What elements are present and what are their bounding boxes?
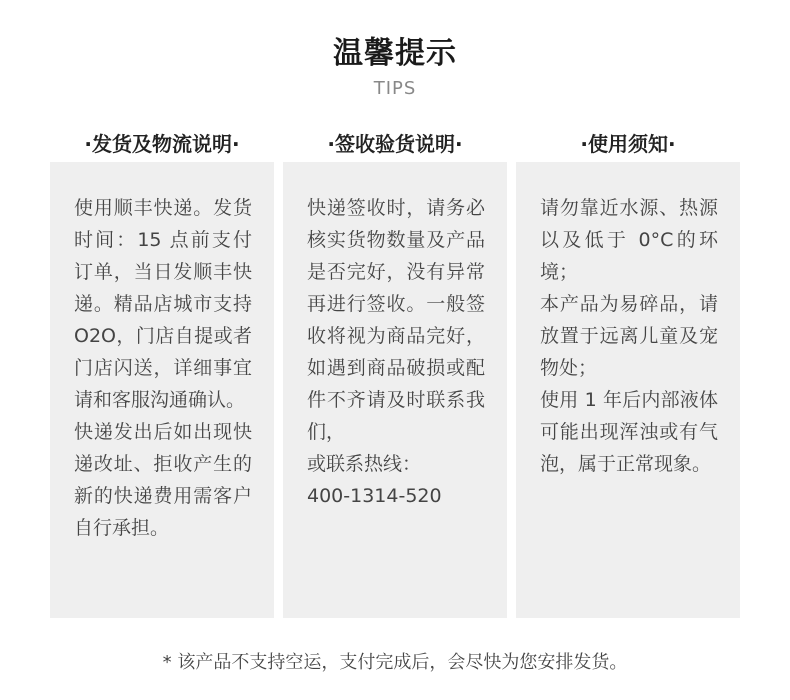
hotline-number: 400-1314-520 xyxy=(307,485,442,507)
receipt-inspection-text xyxy=(307,192,485,512)
usage-paragraph: 本产品为易碎品，请放置于远离儿童及宠物处； xyxy=(540,293,718,379)
usage-notes-panel xyxy=(516,162,740,618)
shipping-logistics-text xyxy=(74,192,252,544)
shipping-logistics-panel xyxy=(50,162,274,618)
receipt-inspection-panel xyxy=(283,162,507,618)
usage-notes-text xyxy=(540,192,718,480)
shipping-paragraph: 使用顺丰快递。发货时间：15 点前支付订单，当日发顺丰快递。精品店城市支持 O2O，门店自提或者门店闪送，详细事宜请和客服沟通确认。 xyxy=(74,197,252,411)
shipping-paragraph: 快递发出后如出现快递改址、拒收产生的新的快递费用需客户自行承担。 xyxy=(74,421,252,539)
page-title: 温馨提示 xyxy=(333,36,457,71)
shipping-logistics-heading: ·发货及物流说明· xyxy=(84,132,240,156)
footer-note: * 该产品不支持空运，支付完成后，会尽快为您安排发货。 xyxy=(162,652,628,673)
receipt-paragraph: 快递签收时，请务必核实货物数量及产品是否完好，没有异常再进行签收。一般签收将视为商品完好，如遇到商品破损或配件不齐请及时联系我们， xyxy=(307,197,485,443)
usage-paragraph: 使用 1 年后内部液体可能出现浑浊或有气泡，属于正常现象。 xyxy=(540,389,718,475)
receipt-paragraph: 或联系热线： xyxy=(307,453,422,475)
usage-paragraph: 请勿靠近水源、热源以及低于 0°C的环境； xyxy=(540,197,718,283)
usage-notes-heading: ·使用须知· xyxy=(580,132,676,156)
receipt-inspection-heading: ·签收验货说明· xyxy=(327,132,463,156)
page-subtitle: TIPS xyxy=(373,78,417,99)
